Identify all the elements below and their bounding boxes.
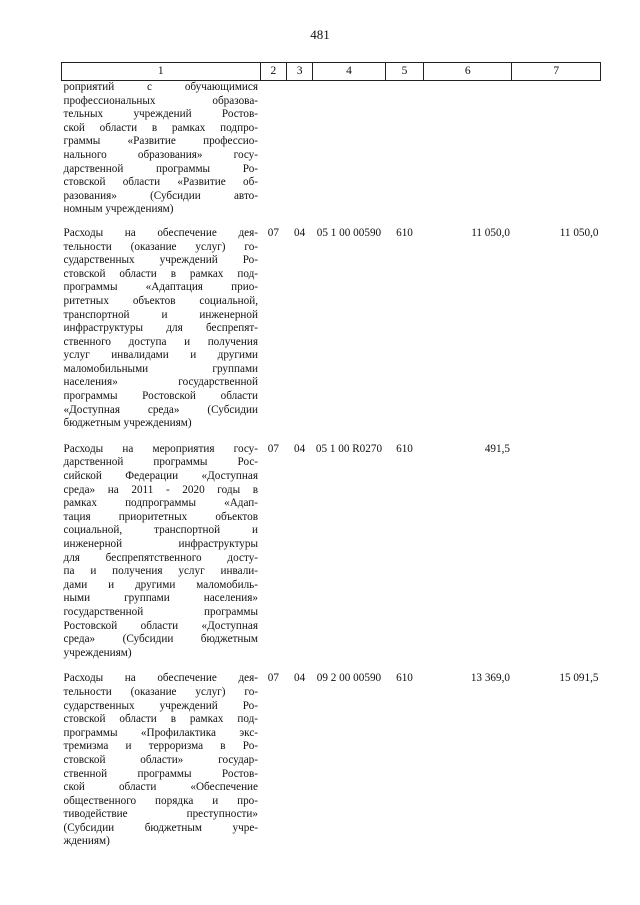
amount-year-1: 11 050,0 xyxy=(471,226,510,239)
column-header: 1 xyxy=(62,63,261,81)
description-line: инфраструктуры для беспрепят- xyxy=(63,322,259,335)
expense-type-code xyxy=(385,81,423,227)
description-line: дарственной программы Ро- xyxy=(63,162,259,175)
subsection-code: 04 xyxy=(294,442,306,455)
description-line: общественного порядка и про- xyxy=(63,794,259,807)
column-header: 4 xyxy=(312,63,385,81)
section-code: 07 xyxy=(267,442,279,455)
description-line: услуг инвалидами и другими xyxy=(63,349,259,362)
table-row xyxy=(62,81,601,227)
description-line: ской области «Обеспечение xyxy=(63,781,259,794)
amount-year-1: 491,5 xyxy=(484,442,510,455)
table-row xyxy=(62,672,601,861)
description-line: дами и другими маломобиль- xyxy=(63,578,259,591)
target-article-code: 09 2 00 00590 xyxy=(316,672,382,685)
description-line: ными группами населения» xyxy=(63,592,259,605)
description-line: стовской области «Развитие об- xyxy=(63,176,259,189)
description-line: транспортной и инженерной xyxy=(63,308,259,321)
target-article-code: 05 1 00 00590 xyxy=(316,226,382,239)
description-line: Расходы на мероприятия госу- xyxy=(63,442,259,455)
amount-year-1 xyxy=(424,81,512,227)
description-line: «Доступная среда» (Субсидии xyxy=(63,403,259,416)
target-article-code: 05 1 00 R0270 xyxy=(315,442,383,455)
description-line: (Субсидии бюджетным учре- xyxy=(63,821,259,834)
description-line: программы «Адаптация прио- xyxy=(63,281,259,294)
description-line: сийской Федерации «Доступная xyxy=(63,470,259,483)
table-row xyxy=(62,227,601,443)
column-header: 5 xyxy=(385,63,423,81)
description-line: тельных учреждений Ростов- xyxy=(63,108,259,121)
description-line: номным учреждениям) xyxy=(63,203,174,216)
amount-year-1: 13 369,0 xyxy=(470,672,510,685)
description-line: Расходы на обеспечение дея- xyxy=(63,226,259,239)
column-header: 3 xyxy=(287,63,313,81)
description-line: ственного доступа и получения xyxy=(63,335,259,348)
description-line: тиводействие преступности» xyxy=(63,808,259,821)
description-line: стовской области» государ- xyxy=(63,753,259,766)
description-line: стовской области в рамках под- xyxy=(63,713,259,726)
description-line: программы Ростовской области xyxy=(63,390,259,403)
expense-type-code: 610 xyxy=(396,442,413,455)
description-line: ритетных объектов социальной, xyxy=(63,294,259,307)
description-line: граммы «Развитие профессио- xyxy=(63,135,259,148)
description-line: ждениям) xyxy=(63,835,110,848)
description-line: среда» на 2011 - 2020 годы в xyxy=(63,483,259,496)
budget-table xyxy=(61,62,601,861)
description-line: тельности (оказание услуг) го- xyxy=(63,240,259,253)
description-line: сударственных учреждений Ро- xyxy=(63,254,259,267)
column-header: 7 xyxy=(512,63,601,81)
description-line: роприятий с обучающимися xyxy=(63,81,259,93)
description-line: учреждениям) xyxy=(63,646,132,659)
section-code: 07 xyxy=(267,226,279,239)
amount-year-2 xyxy=(512,81,601,227)
description-line: стовской области в рамках под- xyxy=(63,267,259,280)
description-line: государственной программы xyxy=(63,605,259,618)
row-description xyxy=(62,443,261,673)
description-line: для беспрепятственного досту- xyxy=(63,551,259,564)
row-description xyxy=(62,227,261,443)
target-article-code xyxy=(312,81,385,227)
description-line: Ростовской области «Доступная xyxy=(63,619,259,632)
expense-type-code: 610 xyxy=(396,226,413,239)
description-line: сударственных учреждений Ро- xyxy=(63,699,259,712)
description-line: па и получения услуг инвали- xyxy=(63,565,259,578)
section-code: 07 xyxy=(267,672,279,685)
table-header-row xyxy=(62,63,601,81)
amount-year-2 xyxy=(512,443,601,673)
description-line: ской области в рамках подпро- xyxy=(63,121,259,134)
description-line: программы «Профилактика экс- xyxy=(63,726,259,739)
description-line: тремизма и терроризма в Ро- xyxy=(63,740,259,753)
subsection-code: 04 xyxy=(294,672,306,685)
table-row xyxy=(62,443,601,673)
description-line: Расходы на обеспечение дея- xyxy=(63,672,259,685)
description-line: ственной программы Ростов- xyxy=(63,767,259,780)
description-line: разования» (Субсидии авто- xyxy=(63,189,259,202)
description-line: социальной, транспортной и xyxy=(63,524,259,537)
page-number: 481 xyxy=(310,27,330,42)
section-code xyxy=(260,81,287,227)
description-line: рамках подпрограммы «Адап- xyxy=(63,497,259,510)
subsection-code: 04 xyxy=(294,226,306,239)
description-line: населения» государственной xyxy=(63,376,259,389)
column-header: 2 xyxy=(260,63,287,81)
column-header: 6 xyxy=(424,63,512,81)
description-line: инженерной инфраструктуры xyxy=(63,538,259,550)
description-line: профессиональных образова- xyxy=(63,94,259,107)
description-line: тация приоритетных объектов xyxy=(63,510,259,523)
row-description xyxy=(62,672,261,861)
description-line: бюджетным учреждениям) xyxy=(63,417,192,430)
row-description xyxy=(62,81,261,227)
expense-type-code: 610 xyxy=(396,672,413,685)
description-line: нального образования» госу- xyxy=(63,148,259,161)
description-line: маломобильными группами xyxy=(63,362,259,375)
description-line: среда» (Субсидии бюджетным xyxy=(63,633,259,646)
description-line: тельности (оказание услуг) го- xyxy=(63,685,259,698)
amount-year-2: 11 050,0 xyxy=(559,226,599,239)
description-line: дарственной программы Рос- xyxy=(63,456,259,469)
subsection-code xyxy=(287,81,313,227)
amount-year-2: 15 091,5 xyxy=(559,672,599,685)
